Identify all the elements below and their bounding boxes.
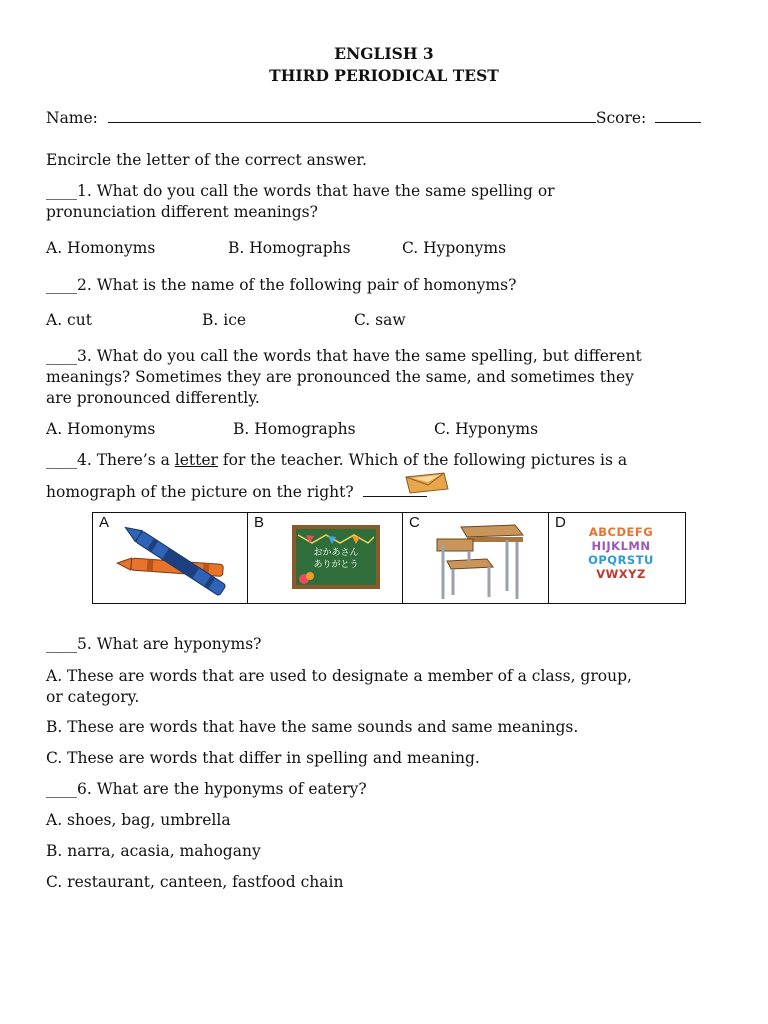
q4-line1: ____4. There’s a letter for the teacher. Which of the following pictures is a (46, 451, 628, 469)
q2-option-c: C. saw (354, 311, 406, 329)
q2-line: ____2. What is the name of the following pair of homonyms? (46, 276, 517, 294)
alphabet-row-1: ABCDEFG (588, 525, 654, 539)
alphabet-row-3: OPQRSTU (588, 553, 654, 567)
q1-option-a: A. Homonyms (46, 239, 156, 257)
q3-option-b: B. Homographs (233, 420, 356, 438)
q1-line2: pronunciation different meanings? (46, 203, 318, 221)
q6-answer-blank[interactable]: ____ (46, 780, 77, 798)
test-title: THIRD PERIODICAL TEST (269, 66, 499, 85)
q3-answer-blank[interactable]: ____ (46, 347, 77, 365)
q4-choice-b[interactable] (248, 513, 403, 604)
crayons-icon (93, 513, 247, 603)
q6-line: ____6. What are the hyponyms of eatery? (46, 780, 367, 798)
q2-option-a: A. cut (46, 311, 92, 329)
subject-title: ENGLISH 3 (334, 44, 434, 63)
choice-d-letter: D (555, 514, 566, 531)
choice-a-letter: A (99, 514, 110, 531)
q5-answer-blank[interactable]: ____ (46, 635, 77, 653)
q3-option-a: A. Homonyms (46, 420, 156, 438)
q4-choice-c[interactable] (403, 513, 549, 604)
board-text-line1: おかあさん (313, 548, 359, 558)
envelope-icon (402, 471, 452, 495)
q2-option-b: B. ice (202, 311, 247, 329)
score-label: Score: (595, 109, 647, 127)
name-blank[interactable] (108, 122, 596, 123)
choice-c-letter: C (409, 514, 420, 531)
q1-option-c: C. Hyponyms (402, 239, 507, 257)
name-label: Name: (46, 109, 98, 127)
q4-choice-d[interactable] (549, 513, 686, 604)
school-desk-icon (403, 513, 548, 603)
q5-option-c: C. These are words that differ in spelling and meaning. (46, 749, 480, 767)
q4-picture-blank[interactable] (363, 496, 427, 497)
alphabet-row-4: VWXYZ (596, 567, 646, 581)
q3-line1: ____3. What do you call the words that have the same spelling, but different (46, 347, 642, 365)
q4-underlined-word: letter (174, 451, 218, 469)
q3-line3: are pronounced differently. (46, 389, 260, 407)
q4-line2: homograph of the picture on the right? (46, 482, 427, 503)
q2-answer-blank[interactable]: ____ (46, 276, 77, 294)
q1-option-b: B. Homographs (228, 239, 351, 257)
q5-option-a-line1: A. These are words that are used to designate a member of a class, group, (46, 667, 632, 685)
q4-answer-blank[interactable]: ____ (46, 451, 77, 469)
score-blank[interactable] (655, 122, 701, 123)
q4-choice-a[interactable] (93, 513, 248, 604)
q1-line1: ____1. What do you call the words that have the same spelling or (46, 182, 555, 200)
q5-option-b: B. These are words that have the same sounds and same meanings. (46, 718, 579, 736)
q6-option-a: A. shoes, bag, umbrella (46, 811, 231, 829)
q4-picture-choices (92, 512, 686, 604)
alphabet-icon (579, 525, 663, 581)
q5-line: ____5. What are hyponyms? (46, 635, 262, 653)
q5-option-a-line2: or category. (46, 688, 140, 706)
choice-b-letter: B (254, 514, 265, 531)
board-text-line2: ありがとう (313, 560, 359, 570)
alphabet-row-2: HIJKLMN (591, 539, 651, 553)
q1-answer-blank[interactable]: ____ (46, 182, 77, 200)
q6-option-b: B. narra, acasia, mahogany (46, 842, 261, 860)
q6-option-c: C. restaurant, canteen, fastfood chain (46, 873, 344, 891)
instructions: Encircle the letter of the correct answer. (46, 151, 367, 169)
q3-line2: meanings? Sometimes they are pronounced the same, and sometimes they (46, 368, 634, 386)
name-score-line (46, 108, 701, 129)
q3-option-c: C. Hyponyms (434, 420, 539, 438)
